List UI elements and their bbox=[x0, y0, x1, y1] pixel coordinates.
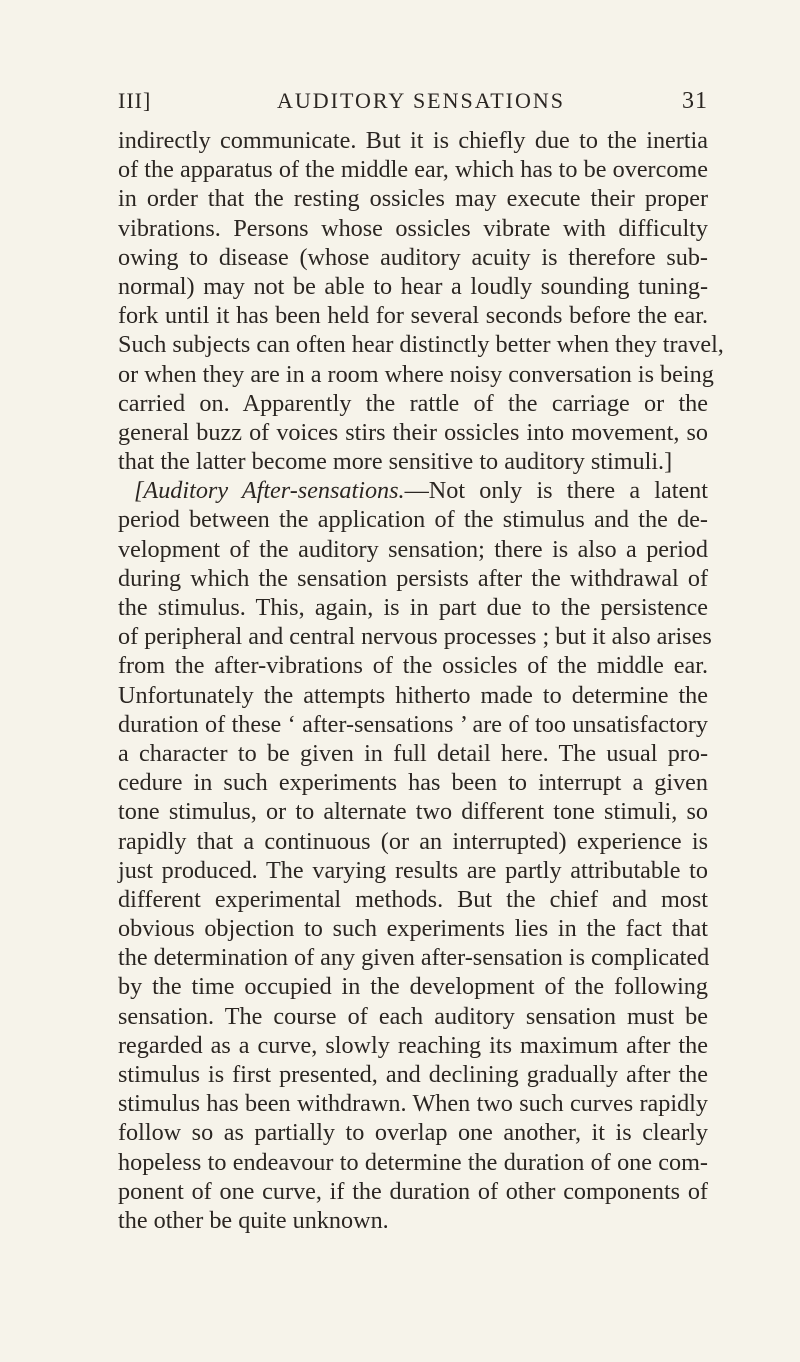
text-line: just produced. The varying results are partly attributable to bbox=[118, 856, 708, 884]
text-line: the stimulus. This, again, is in part due to the persistence bbox=[118, 594, 708, 621]
text-line: or when they are in a room where noisy conversation is being bbox=[118, 360, 714, 388]
text-line: Such subjects can often hear distinctly better when they travel, bbox=[118, 331, 724, 359]
text-line: sensation. The course of each auditory sensation must be bbox=[118, 1002, 708, 1030]
text-line: of peripheral and central nervous processes ; but it also arises bbox=[118, 623, 712, 651]
running-head-title: AUDITORY SENSATIONS bbox=[277, 88, 565, 113]
text-line: period between the application of the stimulus and the de- bbox=[118, 506, 708, 534]
text-line: a character to be given in full detail here. The usual pro- bbox=[118, 739, 708, 767]
text-line: the other be quite unknown. bbox=[118, 1206, 389, 1234]
section-first-line bbox=[118, 476, 708, 505]
text-line: duration of these ‘ after-sensations ’ are of too unsatisfactory bbox=[118, 710, 708, 738]
section-heading: [Auditory After-sensations. bbox=[134, 477, 405, 505]
text-line: stimulus is first presented, and declining gradually after the bbox=[118, 1061, 708, 1088]
running-head bbox=[118, 88, 708, 116]
text-line: that the latter become more sensitive to auditory stimuli.] bbox=[118, 448, 673, 476]
text-line: regarded as a curve, slowly reaching its maximum after the bbox=[118, 1031, 708, 1059]
text-line: follow so as partially to overlap one another, it is clearly bbox=[118, 1119, 708, 1147]
page-number: 31 bbox=[682, 88, 708, 114]
text-line: stimulus has been withdrawn. When two such curves rapidly bbox=[118, 1090, 708, 1118]
text-line: by the time occupied in the development of the following bbox=[118, 973, 708, 1001]
text-line: in order that the resting ossicles may execute their proper bbox=[118, 185, 708, 213]
text-line: general buzz of voices stirs their ossicles into movement, so bbox=[118, 418, 708, 446]
text-line: the determination of any given after-sensation is complicated bbox=[118, 944, 710, 972]
text-line: of the apparatus of the middle ear, which has to be overcome bbox=[118, 156, 708, 184]
text-line: rapidly that a continuous (or an interrupted) experience is bbox=[118, 827, 708, 855]
text-line: different experimental methods. But the chief and most bbox=[118, 885, 708, 913]
text-line: vibrations. Persons whose ossicles vibrate with difficulty bbox=[118, 214, 708, 242]
text-line: from the after-vibrations of the ossicles of the middle ear. bbox=[118, 652, 708, 680]
body-text bbox=[118, 126, 724, 1235]
text-line: carried on. Apparently the rattle of the carriage or the bbox=[118, 389, 708, 417]
text-line: fork until it has been held for several seconds before the ear. bbox=[118, 302, 708, 330]
text-line: hopeless to endeavour to determine the duration of one com- bbox=[118, 1148, 708, 1176]
text-line: velopment of the auditory sensation; there is also a period bbox=[118, 535, 708, 563]
text-line: obvious objection to such experiments lies in the fact that bbox=[118, 915, 708, 943]
text-line: during which the sensation persists after the withdrawal of bbox=[118, 564, 708, 592]
text-line: Unfortunately the attempts hitherto made to determine the bbox=[118, 681, 708, 709]
text-line: ponent of one curve, if the duration of other components of bbox=[118, 1177, 708, 1205]
text-line: tone stimulus, or to alternate two different tone stimuli, so bbox=[118, 798, 708, 826]
chapter-number: III] bbox=[118, 88, 152, 113]
text-line: owing to disease (whose auditory acuity is therefore sub- bbox=[118, 243, 708, 271]
text-line: cedure in such experiments has been to interrupt a given bbox=[118, 769, 708, 797]
section-first-line-text: —Not only is there a latent bbox=[404, 477, 708, 505]
text-line: indirectly communicate. But it is chiefly due to the inertia bbox=[118, 127, 708, 154]
text-line: normal) may not be able to hear a loudly sounding tuning- bbox=[118, 272, 708, 300]
